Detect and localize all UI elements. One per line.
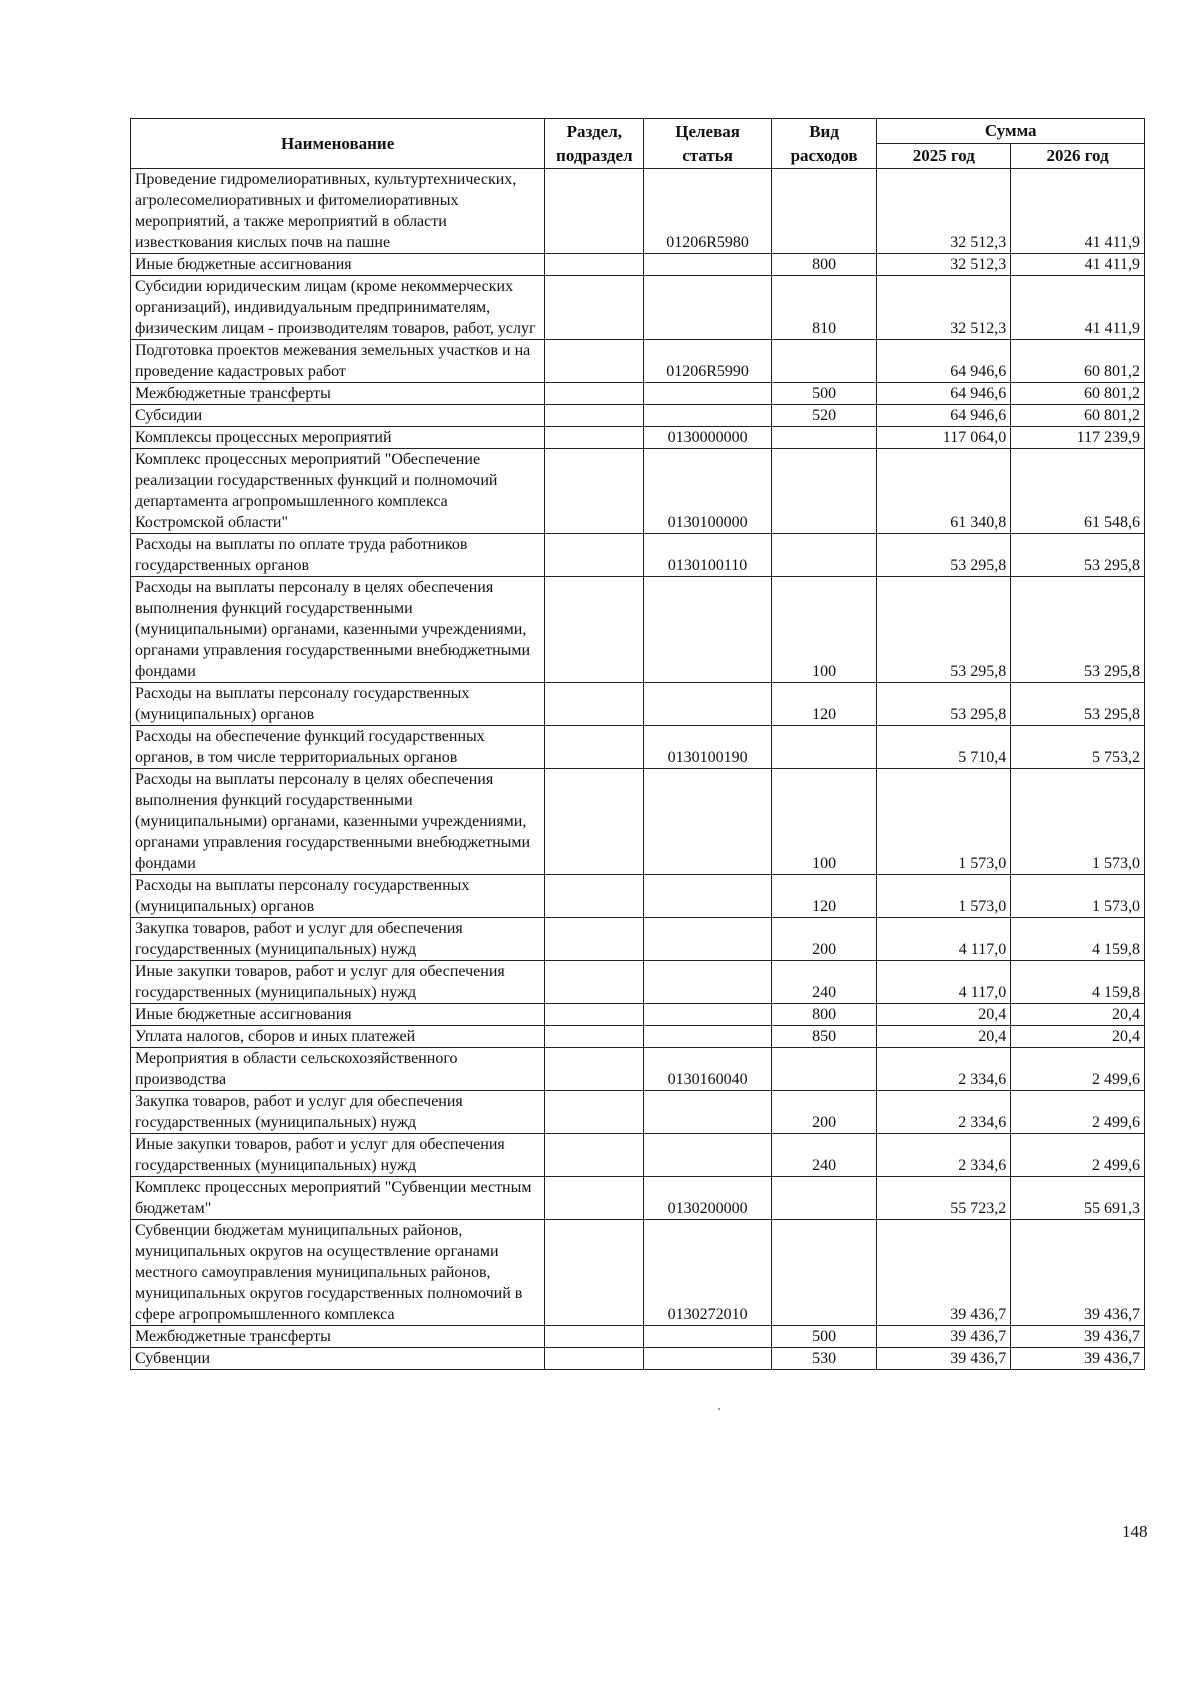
cell-name: Закупка товаров, работ и услуг для обеспечения государственных (муниципальных) нужд bbox=[131, 918, 545, 961]
table-row bbox=[131, 534, 1145, 577]
cell-kind: 500 bbox=[771, 383, 877, 405]
cell-kind: 520 bbox=[771, 405, 877, 427]
cell-section bbox=[545, 577, 644, 683]
header-section: Раздел, подраздел bbox=[545, 119, 644, 169]
cell-section bbox=[545, 405, 644, 427]
cell-2025: 53 295,8 bbox=[877, 683, 1011, 726]
cell-kind: 800 bbox=[771, 254, 877, 276]
table-row bbox=[131, 1048, 1145, 1091]
cell-kind bbox=[771, 534, 877, 577]
cell-section bbox=[545, 1348, 644, 1370]
cell-kind bbox=[771, 449, 877, 534]
table-row bbox=[131, 769, 1145, 875]
cell-2025: 117 064,0 bbox=[877, 427, 1011, 449]
table-row bbox=[131, 1177, 1145, 1220]
cell-target bbox=[644, 1134, 771, 1177]
cell-kind bbox=[771, 427, 877, 449]
cell-section bbox=[545, 449, 644, 534]
table-row bbox=[131, 383, 1145, 405]
cell-2025: 61 340,8 bbox=[877, 449, 1011, 534]
cell-section bbox=[545, 918, 644, 961]
table-row bbox=[131, 1091, 1145, 1134]
header-year-2025: 2025 год bbox=[877, 144, 1011, 169]
cell-2026: 60 801,2 bbox=[1011, 383, 1145, 405]
cell-section bbox=[545, 1048, 644, 1091]
cell-name: Расходы на выплаты персоналу государственных (муниципальных) органов bbox=[131, 875, 545, 918]
cell-target bbox=[644, 1348, 771, 1370]
cell-2026: 1 573,0 bbox=[1011, 769, 1145, 875]
cell-2025: 64 946,6 bbox=[877, 340, 1011, 383]
cell-2026: 20,4 bbox=[1011, 1004, 1145, 1026]
cell-2026: 117 239,9 bbox=[1011, 427, 1145, 449]
cell-2026: 39 436,7 bbox=[1011, 1348, 1145, 1370]
cell-2025: 2 334,6 bbox=[877, 1134, 1011, 1177]
cell-section bbox=[545, 726, 644, 769]
table-row bbox=[131, 340, 1145, 383]
table-header bbox=[131, 119, 1145, 169]
cell-kind: 240 bbox=[771, 1134, 877, 1177]
table-row bbox=[131, 1326, 1145, 1348]
table-row bbox=[131, 1004, 1145, 1026]
cell-2026: 39 436,7 bbox=[1011, 1220, 1145, 1326]
cell-2025: 1 573,0 bbox=[877, 875, 1011, 918]
cell-2026: 4 159,8 bbox=[1011, 918, 1145, 961]
cell-target: 0130100190 bbox=[644, 726, 771, 769]
cell-section bbox=[545, 961, 644, 1004]
cell-section bbox=[545, 1326, 644, 1348]
cell-name: Расходы на выплаты по оплате труда работников государственных органов bbox=[131, 534, 545, 577]
scan-speck bbox=[718, 1408, 720, 1410]
cell-2025: 64 946,6 bbox=[877, 383, 1011, 405]
cell-target bbox=[644, 918, 771, 961]
cell-2025: 2 334,6 bbox=[877, 1048, 1011, 1091]
cell-name: Мероприятия в области сельскохозяйственного производства bbox=[131, 1048, 545, 1091]
cell-2026: 55 691,3 bbox=[1011, 1177, 1145, 1220]
table-row bbox=[131, 169, 1145, 254]
table-row bbox=[131, 1348, 1145, 1370]
cell-section bbox=[545, 1026, 644, 1048]
cell-kind: 120 bbox=[771, 875, 877, 918]
cell-2025: 4 117,0 bbox=[877, 961, 1011, 1004]
cell-kind: 800 bbox=[771, 1004, 877, 1026]
cell-2025: 39 436,7 bbox=[877, 1220, 1011, 1326]
header-name: Наименование bbox=[131, 119, 545, 169]
cell-name: Субсидии юридическим лицам (кроме некоммерческих организаций), индивидуальным предпринимателям, физическим лицам - производителям товаров, работ, услуг bbox=[131, 276, 545, 340]
cell-kind: 530 bbox=[771, 1348, 877, 1370]
table-row bbox=[131, 1220, 1145, 1326]
cell-2025: 32 512,3 bbox=[877, 276, 1011, 340]
cell-section bbox=[545, 169, 644, 254]
table-row bbox=[131, 427, 1145, 449]
cell-name: Межбюджетные трансферты bbox=[131, 383, 545, 405]
cell-name: Иные закупки товаров, работ и услуг для обеспечения государственных (муниципальных) нужд bbox=[131, 1134, 545, 1177]
table-row bbox=[131, 405, 1145, 427]
cell-2025: 53 295,8 bbox=[877, 534, 1011, 577]
cell-target bbox=[644, 577, 771, 683]
cell-2026: 2 499,6 bbox=[1011, 1048, 1145, 1091]
cell-kind: 100 bbox=[771, 769, 877, 875]
cell-name: Субвенции bbox=[131, 1348, 545, 1370]
cell-kind bbox=[771, 1048, 877, 1091]
cell-2026: 39 436,7 bbox=[1011, 1326, 1145, 1348]
cell-target bbox=[644, 405, 771, 427]
cell-kind: 200 bbox=[771, 918, 877, 961]
table-row bbox=[131, 875, 1145, 918]
cell-section bbox=[545, 1004, 644, 1026]
cell-2025: 2 334,6 bbox=[877, 1091, 1011, 1134]
cell-name: Расходы на выплаты персоналу в целях обеспечения выполнения функций государственными (муниципальными) органами, казенными учреждениями, органами управления государственными внебюджетными фондами bbox=[131, 577, 545, 683]
cell-target bbox=[644, 1326, 771, 1348]
cell-name: Расходы на обеспечение функций государственных органов, в том числе территориальных органов bbox=[131, 726, 545, 769]
cell-kind: 240 bbox=[771, 961, 877, 1004]
cell-target: 01206R5990 bbox=[644, 340, 771, 383]
cell-target bbox=[644, 769, 771, 875]
cell-target bbox=[644, 1004, 771, 1026]
cell-2026: 53 295,8 bbox=[1011, 534, 1145, 577]
cell-2026: 2 499,6 bbox=[1011, 1091, 1145, 1134]
cell-2025: 5 710,4 bbox=[877, 726, 1011, 769]
cell-2026: 60 801,2 bbox=[1011, 405, 1145, 427]
cell-name: Комплексы процессных мероприятий bbox=[131, 427, 545, 449]
cell-name: Закупка товаров, работ и услуг для обеспечения государственных (муниципальных) нужд bbox=[131, 1091, 545, 1134]
cell-2025: 64 946,6 bbox=[877, 405, 1011, 427]
table-row bbox=[131, 1026, 1145, 1048]
cell-2025: 39 436,7 bbox=[877, 1348, 1011, 1370]
cell-target bbox=[644, 383, 771, 405]
cell-section bbox=[545, 1134, 644, 1177]
cell-section bbox=[545, 276, 644, 340]
cell-2026: 41 411,9 bbox=[1011, 254, 1145, 276]
cell-2025: 32 512,3 bbox=[877, 169, 1011, 254]
cell-2025: 55 723,2 bbox=[877, 1177, 1011, 1220]
cell-2026: 41 411,9 bbox=[1011, 169, 1145, 254]
cell-target bbox=[644, 875, 771, 918]
table-row bbox=[131, 726, 1145, 769]
cell-section bbox=[545, 383, 644, 405]
cell-2025: 1 573,0 bbox=[877, 769, 1011, 875]
cell-target bbox=[644, 276, 771, 340]
cell-2026: 1 573,0 bbox=[1011, 875, 1145, 918]
cell-name: Расходы на выплаты персоналу государственных (муниципальных) органов bbox=[131, 683, 545, 726]
cell-kind: 200 bbox=[771, 1091, 877, 1134]
cell-name: Комплекс процессных мероприятий "Субвенции местным бюджетам" bbox=[131, 1177, 545, 1220]
cell-name: Комплекс процессных мероприятий "Обеспечение реализации государственных функций и полномочий департамента агропромышленного комплекса Костромской области" bbox=[131, 449, 545, 534]
cell-section bbox=[545, 1177, 644, 1220]
table-row bbox=[131, 449, 1145, 534]
header-target: Целевая статья bbox=[644, 119, 771, 169]
table-row bbox=[131, 1134, 1145, 1177]
cell-kind bbox=[771, 169, 877, 254]
cell-target bbox=[644, 254, 771, 276]
cell-kind: 850 bbox=[771, 1026, 877, 1048]
cell-name: Межбюджетные трансферты bbox=[131, 1326, 545, 1348]
cell-target: 0130100110 bbox=[644, 534, 771, 577]
page-number: 148 bbox=[1122, 1522, 1148, 1541]
cell-name: Субсидии bbox=[131, 405, 545, 427]
table-row bbox=[131, 276, 1145, 340]
cell-2026: 4 159,8 bbox=[1011, 961, 1145, 1004]
table-row bbox=[131, 961, 1145, 1004]
cell-2025: 20,4 bbox=[877, 1004, 1011, 1026]
cell-2026: 2 499,6 bbox=[1011, 1134, 1145, 1177]
cell-2026: 60 801,2 bbox=[1011, 340, 1145, 383]
cell-target: 0130272010 bbox=[644, 1220, 771, 1326]
cell-2025: 53 295,8 bbox=[877, 577, 1011, 683]
cell-target bbox=[644, 683, 771, 726]
table-row bbox=[131, 254, 1145, 276]
cell-target: 0130000000 bbox=[644, 427, 771, 449]
cell-kind: 810 bbox=[771, 276, 877, 340]
cell-target bbox=[644, 961, 771, 1004]
table-row bbox=[131, 918, 1145, 961]
cell-section bbox=[545, 1091, 644, 1134]
budget-table bbox=[130, 118, 1145, 1370]
cell-target bbox=[644, 1026, 771, 1048]
cell-section bbox=[545, 534, 644, 577]
cell-name: Уплата налогов, сборов и иных платежей bbox=[131, 1026, 545, 1048]
cell-kind bbox=[771, 340, 877, 383]
cell-target: 0130200000 bbox=[644, 1177, 771, 1220]
cell-name: Иные бюджетные ассигнования bbox=[131, 1004, 545, 1026]
cell-name: Расходы на выплаты персоналу в целях обеспечения выполнения функций государственными (муниципальными) органами, казенными учреждениями, органами управления государственными внебюджетными фондами bbox=[131, 769, 545, 875]
cell-kind: 120 bbox=[771, 683, 877, 726]
table-row bbox=[131, 683, 1145, 726]
cell-kind: 500 bbox=[771, 1326, 877, 1348]
cell-name: Подготовка проектов межевания земельных участков и на проведение кадастровых работ bbox=[131, 340, 545, 383]
cell-section bbox=[545, 683, 644, 726]
cell-2025: 39 436,7 bbox=[877, 1326, 1011, 1348]
table-body bbox=[131, 169, 1145, 1370]
cell-section bbox=[545, 769, 644, 875]
cell-2026: 53 295,8 bbox=[1011, 683, 1145, 726]
cell-name: Иные закупки товаров, работ и услуг для обеспечения государственных (муниципальных) нужд bbox=[131, 961, 545, 1004]
cell-2025: 4 117,0 bbox=[877, 918, 1011, 961]
cell-2026: 20,4 bbox=[1011, 1026, 1145, 1048]
cell-2025: 20,4 bbox=[877, 1026, 1011, 1048]
cell-2026: 53 295,8 bbox=[1011, 577, 1145, 683]
table-row bbox=[131, 577, 1145, 683]
cell-2026: 61 548,6 bbox=[1011, 449, 1145, 534]
cell-section bbox=[545, 340, 644, 383]
cell-name: Иные бюджетные ассигнования bbox=[131, 254, 545, 276]
header-sum: Сумма bbox=[877, 119, 1145, 144]
cell-2026: 5 753,2 bbox=[1011, 726, 1145, 769]
header-row-top bbox=[131, 119, 1145, 144]
cell-name: Проведение гидромелиоративных, культуртехнических, агролесомелиоративных и фитомелиоративных мероприятий, а также мероприятий в области известкования кислых почв на пашне bbox=[131, 169, 545, 254]
cell-section bbox=[545, 254, 644, 276]
cell-target: 0130160040 bbox=[644, 1048, 771, 1091]
cell-name: Субвенции бюджетам муниципальных районов, муниципальных округов на осуществление органами местного самоуправления муниципальных районов, муниципальных округов государственных полномочий в сфере агропромышленного комплекса bbox=[131, 1220, 545, 1326]
cell-kind bbox=[771, 1220, 877, 1326]
header-kind: Вид расходов bbox=[771, 119, 877, 169]
cell-section bbox=[545, 1220, 644, 1326]
cell-kind: 100 bbox=[771, 577, 877, 683]
header-year-2026: 2026 год bbox=[1011, 144, 1145, 169]
cell-section bbox=[545, 875, 644, 918]
cell-kind bbox=[771, 1177, 877, 1220]
cell-target: 01206R5980 bbox=[644, 169, 771, 254]
cell-kind bbox=[771, 726, 877, 769]
cell-2025: 32 512,3 bbox=[877, 254, 1011, 276]
cell-section bbox=[545, 427, 644, 449]
cell-2026: 41 411,9 bbox=[1011, 276, 1145, 340]
cell-target: 0130100000 bbox=[644, 449, 771, 534]
cell-target bbox=[644, 1091, 771, 1134]
